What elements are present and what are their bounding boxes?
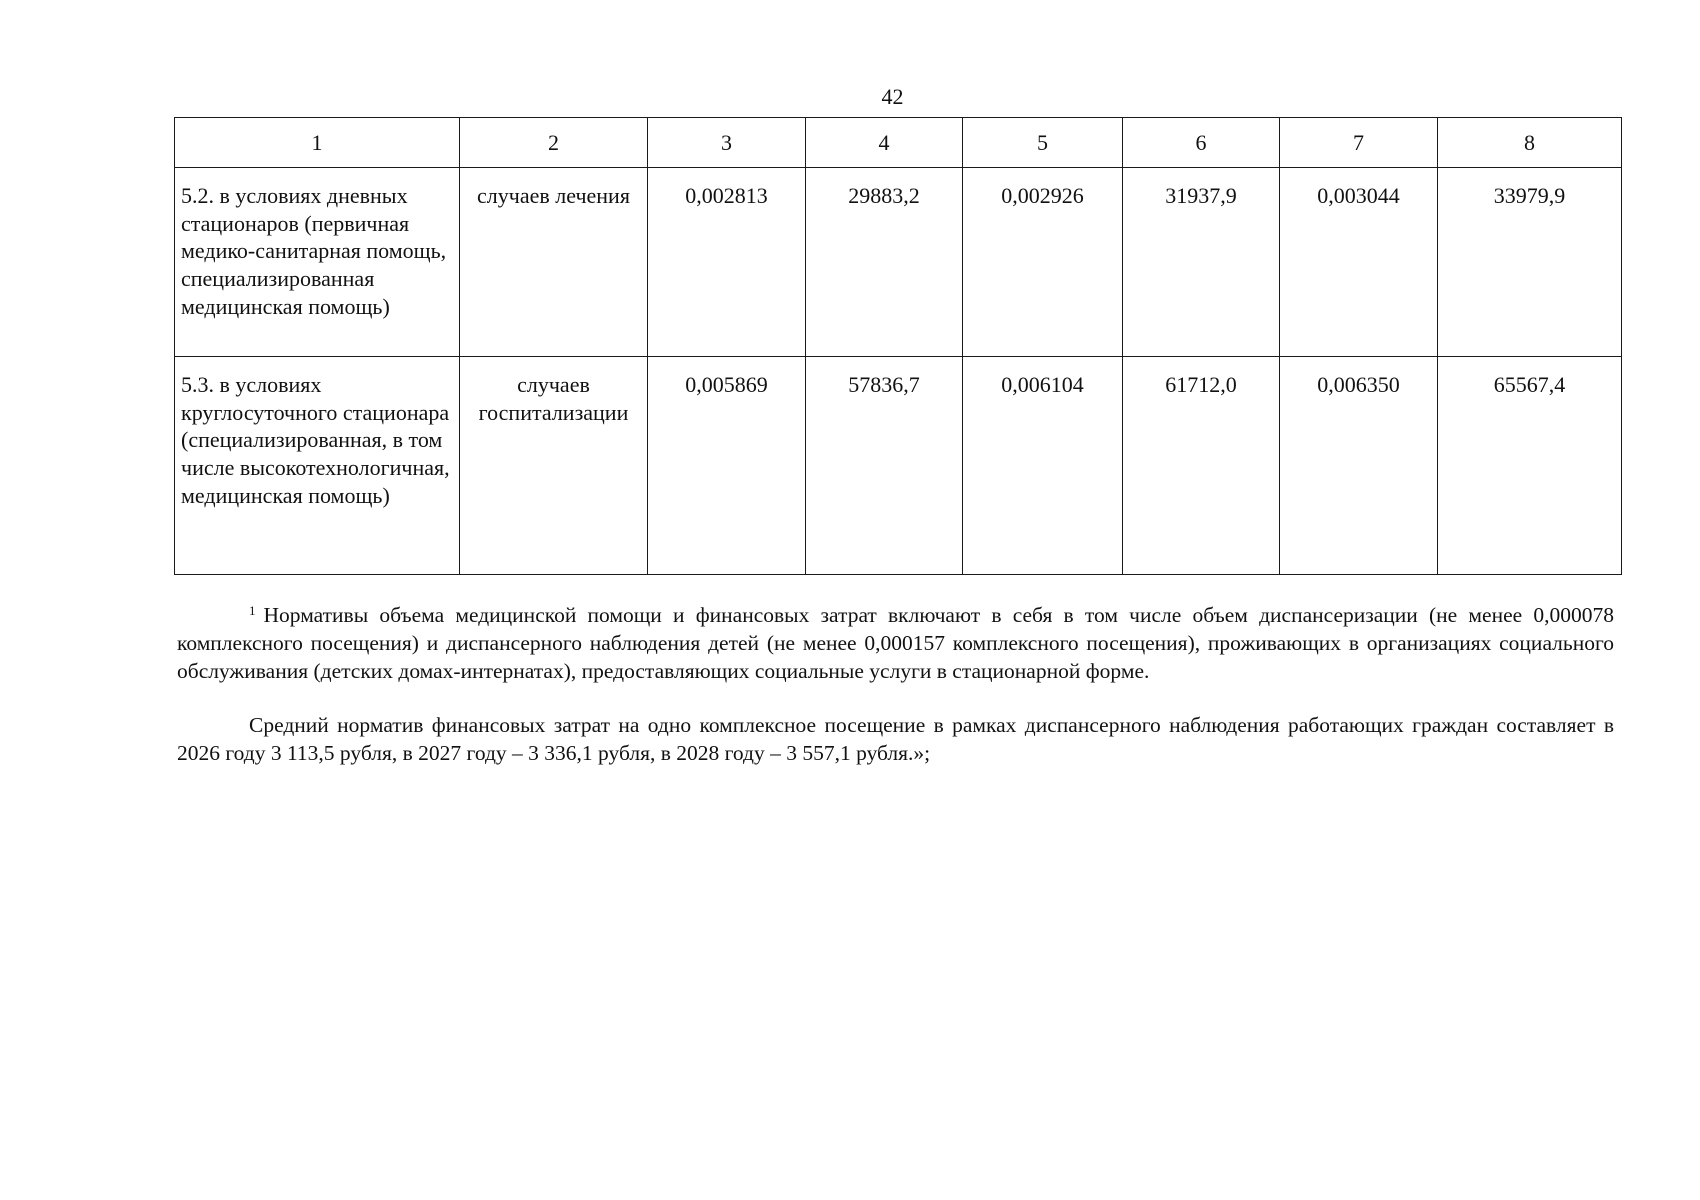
column-number-row [175, 118, 1622, 168]
footnote-paragraph [177, 601, 1614, 685]
column-header-7: 7 [1280, 118, 1438, 168]
column-header-3: 3 [648, 118, 806, 168]
column-header-6: 6 [1123, 118, 1280, 168]
column-header-5: 5 [963, 118, 1123, 168]
column-header-4: 4 [806, 118, 963, 168]
value-cell: 57836,7 [806, 357, 963, 575]
column-header-1: 1 [175, 118, 460, 168]
page-number: 42 [881, 84, 904, 109]
value-cell: 0,002813 [648, 168, 806, 357]
row-name-cell: 5.2. в условиях дневных стационаров (первичная медико-санитарная помощь, специализированная медицинская помощь) [175, 168, 460, 357]
footnote-text: Нормативы объема медицинской помощи и финансовых затрат включают в себя в том числе объем диспансеризации (не менее 0,000078 комплексного посещения) и диспансерного наблюдения детей (не менее 0,000157 комплексного посещения), проживающих в организациях социального обслуживания (детских домах-интернатах), предоставляющих социальные услуги в стационарной форме. [177, 603, 1614, 683]
row-unit-cell: случаев госпитализации [460, 357, 648, 575]
column-header-2: 2 [460, 118, 648, 168]
value-cell: 61712,0 [1123, 357, 1280, 575]
footnote-marker: 1 [249, 603, 256, 618]
value-cell: 0,003044 [1280, 168, 1438, 357]
table-row [175, 357, 1622, 575]
value-cell: 31937,9 [1123, 168, 1280, 357]
cost-norm-text: Средний норматив финансовых затрат на одно комплексное посещение в рамках диспансерного наблюдения работающих граждан составляет в 2026 году 3 113,5 рубля, в 2027 году – 3 336,1 рубля, в 2028 году – 3 557,1 рубля.»; [177, 713, 1614, 765]
value-cell: 65567,4 [1438, 357, 1622, 575]
row-unit-cell: случаев лечения [460, 168, 648, 357]
value-cell: 33979,9 [1438, 168, 1622, 357]
row-name-cell: 5.3. в условиях круглосуточного стационара (специализированная, в том числе высокотехнологичная, медицинская помощь) [175, 357, 460, 575]
value-cell: 0,002926 [963, 168, 1123, 357]
table-row [175, 168, 1622, 357]
value-cell: 0,006104 [963, 357, 1123, 575]
cost-norm-paragraph [177, 711, 1614, 767]
value-cell: 0,006350 [1280, 357, 1438, 575]
value-cell: 0,005869 [648, 357, 806, 575]
column-header-8: 8 [1438, 118, 1622, 168]
value-cell: 29883,2 [806, 168, 963, 357]
norms-table [174, 117, 1622, 575]
